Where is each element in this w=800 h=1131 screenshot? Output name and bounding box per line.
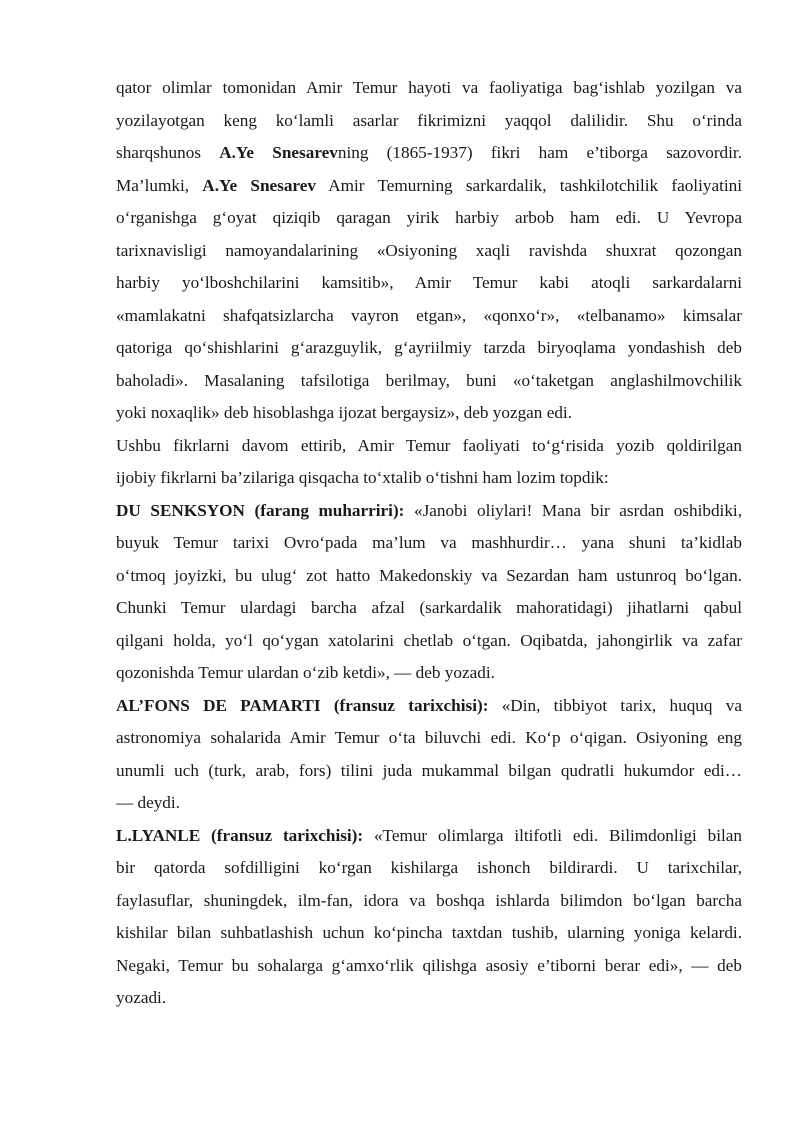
paragraph-du-senksyon-quote: [116, 495, 742, 690]
text-line: [116, 365, 742, 398]
text-line: [116, 235, 742, 268]
text-run: bir qatorda sofdilligini ko‘rgan kishilarga ishonch bildirardi. U tarixchilar,: [116, 858, 742, 877]
text-run: yoki noxaqlik» deb hisoblashga ijozat bergaysiz», deb yozgan edi.: [116, 403, 572, 422]
text-line: [116, 950, 742, 983]
text-line: [116, 430, 742, 463]
text-line: [116, 495, 742, 528]
paragraph-l-lyanle-quote: [116, 820, 742, 1015]
bold-text-run: AL’FONS DE PAMARTI (fransuz tarixchisi):: [116, 695, 489, 715]
text-line: [116, 332, 742, 365]
paragraph-alfons-de-pamarti-quote: [116, 690, 742, 820]
text-line: [116, 202, 742, 235]
text-run: harbiy yo‘lboshchilarini kamsitib», Amir Temur kabi atoqli sarkardalarni: [116, 273, 742, 292]
text-line: [116, 852, 742, 885]
text-line: [116, 72, 742, 105]
text-line: [116, 787, 742, 820]
bold-text-run: L.LYANLE (fransuz tarixchisi):: [116, 825, 364, 845]
text-line: [116, 885, 742, 918]
bold-text-run: A.Ye Snesarev: [219, 143, 338, 162]
text-run: tarixnavisligi namoyandalarining «Osiyoning xaqli ravishda shuxrat qozongan: [116, 240, 742, 260]
text-run: Ma’lumki,: [116, 175, 203, 195]
text-run: qatoriga qo‘shishlarini g‘arazguylik, g‘ayriilmiy tarzda biryoqlama yondashish deb: [116, 338, 742, 357]
text-line: [116, 982, 742, 1015]
text-run: qator olimlar tomonidan Amir Temur hayoti va faoliyatiga bag‘ishlab yozilgan va: [116, 78, 742, 97]
document-body: [116, 72, 742, 1015]
text-line: [116, 267, 742, 300]
text-run: «Temur olimlarga iltifotli edi. Bilimdonligi bilan: [363, 825, 742, 845]
text-run: qozonishda Temur ulardan o‘zib ketdi», — deb yozadi.: [116, 663, 495, 682]
text-run: o‘tmoq joyizki, bu ulug‘ zot hatto Makedonskiy va Sezardan ham ustunroq bo‘lgan.: [116, 565, 742, 585]
text-run: «Janobi oliylari! Mana bir asrdan oshibdiki,: [404, 500, 742, 520]
text-line: [116, 105, 742, 138]
text-run: faylasuflar, shuningdek, ilm-fan, idora va boshqa ishlarda bilimdon bo‘lgan barcha: [116, 890, 742, 910]
text-run: Amir Temurning sarkardalik, tashkilotchilik faoliyatini: [315, 175, 742, 195]
text-run: «mamlakatni shafqatsizlarcha vayron etgan», «qonxo‘r», «telbanamo» kimsalar: [116, 305, 742, 325]
text-run: buyuk Temur tarixi Ovro‘pada ma’lum va mashhurdir… yana shuni ta’kidlab: [116, 533, 742, 552]
text-run: qilgani holda, yo‘l qo‘ygan xatolarini chetlab o‘tgan. Oqibatda, jahongirlik va zafar: [116, 630, 742, 650]
text-line: [116, 625, 742, 658]
text-run: Chunki Temur ulardagi barcha afzal (sarkardalik mahoratidagi) jihatlarni qabul: [116, 598, 742, 617]
text-run: ijobiy fikrlarni ba’zilariga qisqacha to‘xtalib o‘tishni ham lozim topdik:: [116, 468, 609, 487]
text-run: ning (1865-1937) fikri ham e’tiborga sazovordir.: [337, 143, 743, 162]
text-run: sharqshunos: [116, 143, 220, 162]
text-line: [116, 820, 742, 853]
text-run: Negaki, Temur bu sohalarga g‘amxo‘rlik qilishga asosiy e’tiborni berar edi», — deb: [116, 955, 742, 975]
text-line: [116, 137, 742, 170]
text-run: kishilar bilan suhbatlashish uchun ko‘pincha taxtdan tushib, ularning yoniga kelardi.: [116, 923, 742, 942]
paragraph-continuation: [116, 430, 742, 495]
text-line: [116, 690, 742, 723]
text-run: o‘rganishga g‘oyat qiziqib qaragan yirik harbiy arbob ham edi. U Yevropa: [116, 208, 742, 227]
text-line: [116, 592, 742, 625]
bold-text-run: DU SENKSYON (farang muharriri):: [116, 500, 405, 520]
text-line: [116, 527, 742, 560]
text-line: [116, 300, 742, 333]
bold-text-run: A.Ye Snesarev: [202, 175, 316, 195]
paragraph-intro: [116, 72, 742, 430]
text-line: [116, 462, 742, 495]
text-run: Ushbu fikrlarni davom ettirib, Amir Temur faoliyati to‘g‘risida yozib qoldirilgan: [116, 435, 742, 455]
text-line: [116, 397, 742, 430]
text-run: «Din, tibbiyot tarix, huquq va: [488, 695, 742, 715]
text-run: unumli uch (turk, arab, fors) tilini juda mukammal bilgan qudratli hukumdor edi…: [116, 760, 742, 780]
text-line: [116, 657, 742, 690]
text-line: [116, 560, 742, 593]
text-run: baholadi». Masalaning tafsilotiga berilmay, buni «o‘taketgan anglashilmovchilik: [116, 370, 742, 390]
text-run: astronomiya sohalarida Amir Temur o‘ta biluvchi edi. Ko‘p o‘qigan. Osiyoning eng: [116, 728, 742, 747]
text-run: yozilayotgan keng ko‘lamli asarlar fikrimizni yaqqol dalilidir. Shu o‘rinda: [116, 110, 742, 130]
text-line: [116, 170, 742, 203]
text-run: — deydi.: [116, 793, 180, 812]
text-run: yozadi.: [116, 988, 167, 1007]
text-line: [116, 755, 742, 788]
text-line: [116, 722, 742, 755]
text-line: [116, 917, 742, 950]
